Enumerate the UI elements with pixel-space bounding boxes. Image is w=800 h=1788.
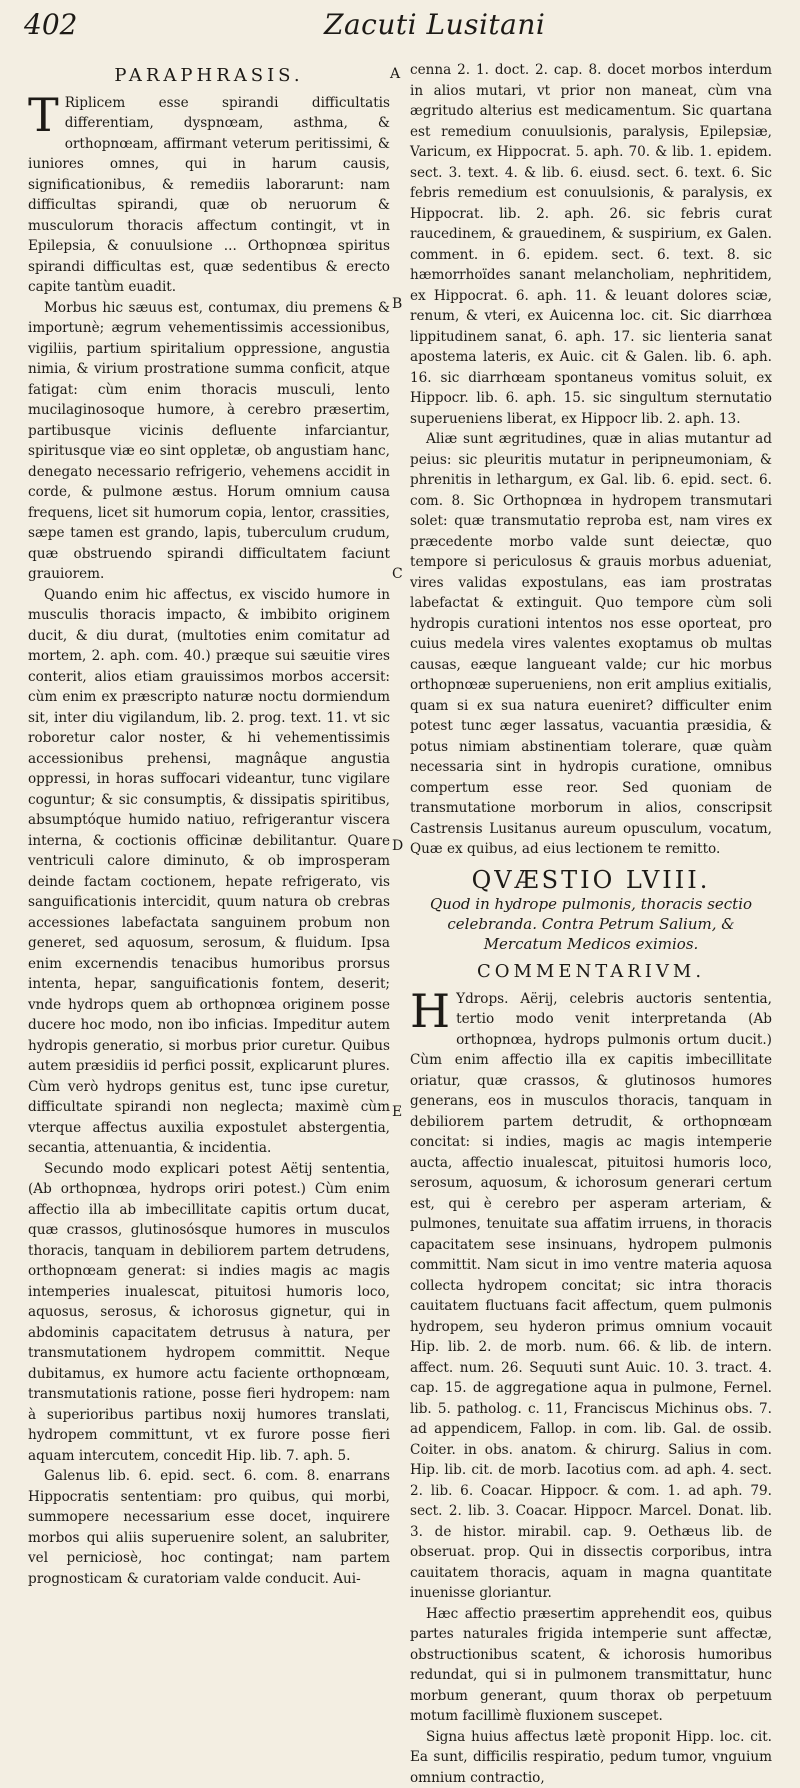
right-paragraph-3	[410, 989, 772, 1604]
paragraph-1-text: Riplicem esse spirandi difficultatis differentiam, dyspnœam, asthma, & orthopnœam, affirmant veterum peritissimi, & iuniores omnes, qui in harum causis, significationibus, & remediis laborarunt: nam difficultas spirandi, quæ ob neruorum & musculorum thoracis affectum contingit, vt in Epilepsia, & conuulsione ... Orthopnœa spiritus spirandi difficultas est, quæ sedentibus & erecto capite tantùm euadit.	[28, 95, 390, 296]
paragraph-4: Secundo modo explicari potest Aëtij sententia, (Ab orthopnœa, hydrops oriri potest.) Cùm enim affectio illa ab imbecillitate capitis ortum ducat, quæ crassos, glutinosósque humores in musculos thoracis, tanquam in debiliorem partem detrudens, orthopnœam generat: si indies magis ac magis intemperies inualescat, pituitosi humoris loco, aquosus, serosus, & ichorosus gignetur, qui in abdominis capacitatem detrusus à natura, per transmutationem hydropem committit. Neque dubitamus, ex humore actu faciente orthopnœam, transmutationis ratione, posse fieri hydropem: nam à superioribus partibus noxij humores translati, hydropem committunt, vt ex furore posse fieri aquam intercutem, concedit Hip. lib. 7. aph. 5.	[28, 1159, 390, 1467]
question-subtitle: Quod in hydrope pulmonis, thoracis sectio celebranda. Contra Petrum Salium, & Mercatum Medicos eximios.	[410, 894, 772, 954]
page-number: 402	[24, 8, 77, 41]
right-paragraph-3-text: Ydrops. Aërij, celebris auctoris sententia, tertio modo venit interpretanda (Ab orthopnœa, hydrops pulmonis ortum ducit.) Cùm enim affectio illa ex capitis imbecillitate oriatur, quæ crassos, & glutinosos humores generans, eos in musculos thoracis, tanquam in debiliorem partem detrudit, & orthopnœam concitat: si indies, magis ac magis intemperie aucta, affectio inualescat, pituitosi humoris loco, serosum, aquosum, & ichorosum generari certum est, qui è cerebro per asperam arteriam, & pulmones, tenuitate sua affatim irruens, in thoracis capacitatem sese insinuans, hydropem pulmonis committit. Nam sicut in imo ventre materia aquosa collecta hydropem concitat; sic intra thoracis cauitatem fluctuans facit affectum, quem pulmonis hydropem, seu hyderon primus omnium vocauit Hip. lib. 2. de morb. num. 66. & lib. de intern. affect. num. 26. Sequuti sunt Auic. 10. 3. tract. 4. cap. 15. de aggregatione aqua in pulmone, Fernel. lib. 5. patholog. c. 11, Franciscus Michinus obs. 7. ad appendicem, Fallop. in com. lib. Gal. de ossib. Coiter. in obs. anatom. & chirurg. Salius in com. Hip. lib. cit. de morb. Iacotius com. ad aph. 4. sect. 2. lib. 6. Coacar. Hippocr. & com. 1. ad aph. 79. sect. 2. lib. 3. Coacar. Hippocr. Marcel. Donat. lib. 3. de histor. mirabil. cap. 9. Oethæus lib. de obseruat. prop. Qui in dissectis corporibus, intra cauitatem thoracis, aquam in magna quantitate inuenisse gloriantur.	[410, 991, 772, 1602]
left-column	[28, 60, 390, 1370]
margin-letter-c: C	[392, 566, 403, 582]
running-head: Zacuti Lusitani	[324, 8, 545, 41]
paragraph-5: Galenus lib. 6. epid. sect. 6. com. 8. enarrans Hippocratis sententiam: pro quibus, qui morbi, summopere necessarium esse docet, inquirere morbos qui aliis superuenire solent, an salubriter, vel perniciosè, hoc contingat; nam partem prognosticam & curatoriam valde conducit. Aui-	[28, 1466, 390, 1589]
right-paragraph-4: Hæc affectio præsertim apprehendit eos, quibus partes naturales frigida intemperie sunt affectæ, obstructionibus scatent, & ichorosis humoribus redundat, qui si in pulmonem transmittatur, hunc morbum generant, quum thorax ob perpetuum motum facillimè fluxionem suscepet.	[410, 1604, 772, 1727]
page-header	[24, 8, 776, 52]
right-paragraph-5: Signa huius affectus lætè proponit Hipp. loc. cit. Ea sunt, difficilis respiratio, pedum tumor, vnguium omnium contractio,	[410, 1727, 772, 1788]
right-column	[410, 60, 772, 1370]
paragraph-1	[28, 93, 390, 298]
drop-cap-letter: T	[28, 95, 59, 135]
right-paragraph-2: Aliæ sunt ægritudines, quæ in alias mutantur ad peius: sic pleuritis mutatur in peripneumoniam, & phrenitis in lethargum, ex Gal. lib. 6. epid. sect. 6. com. 8. Sic Orthopnœa in hydropem transmutari solet: quæ transmutatio reproba est, nam vires ex præcedente morbo valde sunt deiectæ, quo tempore si periculosus & grauis morbus adueniat, vires validas expostulans, eas iam prostratas labefactat & extinguit. Quo tempore cùm soli hydropis curationi intentos nos esse oporteat, pro cuius medela vires valentes exoptamus ob multas causas, eæque langueant valde; cur hic morbus orthopnœæ superueniens, non erit amplius exitialis, quam si ex sua natura eueniret? difficulter enim potest tunc æger lassatus, vacuantia præsidia, & potus nimiam abstinentiam tolerare, quæ quàm necessaria sint in hydropis curatione, omnibus compertum esse reor. Sed quoniam de transmutatione morborum in alios, conscripsit Castrensis Lusitanus aureum opusculum, vocatum, Quæ ex quibus, ad eius lectionem te remitto.	[410, 429, 772, 860]
right-paragraph-1: cenna 2. 1. doct. 2. cap. 8. docet morbos interdum in alios mutari, vt prior non maneat, cùm vna ægritudo alterius est medicamentum. Sic quartana est remedium conuulsionis, paralysis, Epilepsiæ, Varicum, ex Hippocrat. 5. aph. 70. & lib. 1. epidem. sect. 3. text. 4. & lib. 6. eiusd. sect. 6. text. 6. Sic febris remedium est conuulsionis, & paralysis, ex Hippocrat. lib. 2. aph. 26. sic febris curat raucedinem, & grauedinem, & suspirium, ex Galen. comment. in 6. epidem. sect. 6. text. 8. sic hæmorrhoïdes sanant melancholiam, nephritidem, ex Hippocrat. 6. aph. 11. & leuant dolores sciæ, renum, & vteri, ex Auicenna loc. cit. Sic diarrhœa lippitudinem sanat, 6. aph. 17. sic lienteria sanat apostema lateris, ex Auic. cit & Galen. lib. 6. aph. 16. sic diarrhœam spontaneus vomitus soluit, ex Hippocr. lib. 6. aph. 15. sic singultum sternutatio superueniens liberat, ex Hippocr lib. 2. aph. 13.	[410, 60, 772, 429]
commentary-heading: COMMENTARIVM.	[410, 962, 772, 983]
margin-letter-a: A	[390, 66, 400, 82]
paragraph-3: Quando enim hic affectus, ex viscido humore in musculis thoracis impacto, & imbibito originem ducit, & diu durat, (multoties enim comitatur ad mortem, 2. aph. com. 40.) præque sui sæuitie vires conterit, alios etiam grauissimos morbos accersit: cùm enim ex præscripto naturæ noctu dormiendum sit, inter diu vigilandum, lib. 2. prog. text. 11. vt sic roboretur calor noster, & hi vehementissimis accessionibus prehensi, magnâque angustia oppressi, in horas suffocari videantur, tunc vigilare coguntur; & sic consumptis, & dissipatis spiritibus, absumptóque humido natiuo, refrigerantur viscera interna, & coctionis officinæ debilitantur. Quare ventriculi calore diminuto, & ob improsperam deinde factam coctionem, hepate refrigerato, vis sanguificationis intercidit, quum natura ob crebras accessiones labefactata sanguinem probum non generet, sed aquosum, serosum, & fluidum. Ipsa enim excernendis tenacibus humoribus prorsus intenta, hepar, sanguificationis fontem, deserit; vnde hydrops quem ab orthopnœa originem posse ducere hoc modo, non ibo inficias. Impeditur autem hydropis generatio, si morbus prior curetur. Quibus autem præsidiis id perfici possit, explicarunt plures. Cùm verò hydrops genitus est, tunc ipse curetur, difficultate spirandi non neglecta; maximè cùm vterque affectus auxilia expostulet abstergentia, secantia, attenuantia, & incidentia.	[28, 585, 390, 1159]
paragraph-2: Morbus hic sæuus est, contumax, diu premens & importunè; ægrum vehementissimis accessionibus, vigiliis, partium spiritalium oppressione, angustia nimia, & virium prostratione summa conficit, atque fatigat: cùm enim thoracis musculi, lento mucilaginosoque humore, à cerebro præsertim, partibusque vicinis defluente infarciantur, spiritusque viæ eo sint oppletæ, ob angustiam hanc, denegato necessario refrigerio, vehemens accidit in corde, & pulmone æstus. Horum omnium causa frequens, licet sit humorum copia, lentor, crassities, sæpe tamen est grando, lapis, tuberculum crudum, quæ obstruendo spirandi difficultatem faciunt grauiorem.	[28, 298, 390, 585]
section-title-paraphrasis: PARAPHRASIS.	[28, 66, 390, 87]
margin-letter-d: D	[392, 838, 403, 854]
margin-letter-e: E	[392, 1104, 402, 1120]
drop-cap-letter-h: H	[410, 991, 450, 1031]
margin-letter-b: B	[392, 296, 402, 312]
question-heading: QVÆSTIO LVIII.	[410, 870, 772, 891]
